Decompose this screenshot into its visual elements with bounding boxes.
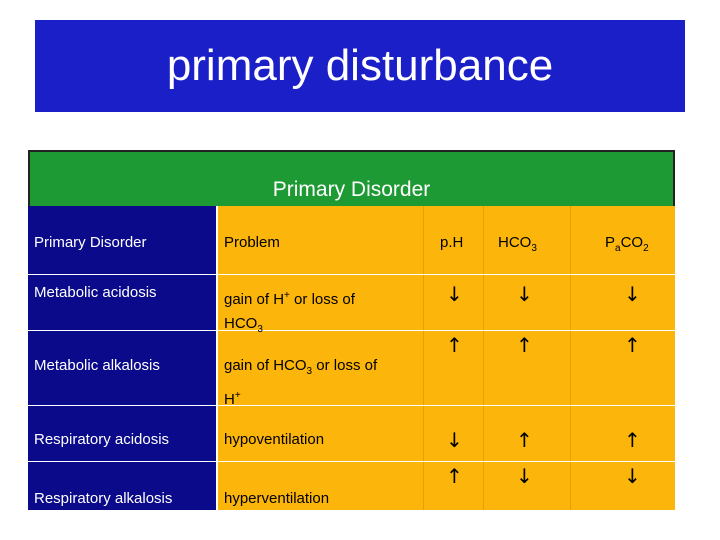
title-banner <box>35 20 685 112</box>
row-paco2-arrow: ↓ <box>624 282 641 306</box>
grid-line <box>216 206 218 510</box>
row-ph-arrow: ↑ <box>446 333 463 357</box>
header-ph: p.H <box>440 234 464 251</box>
row-disorder: Metabolic acidosis <box>34 284 157 301</box>
row-hco3-arrow: ↑ <box>516 428 533 452</box>
header-hco3: $HCO_3$ <box>498 234 537 254</box>
row-problem: gain of H+ or loss of $HCO_3$ <box>224 290 355 335</box>
row-hco3-arrow: ↑ <box>516 333 533 357</box>
row-disorder: Respiratory acidosis <box>34 431 170 448</box>
row-paco2-arrow: ↓ <box>624 464 641 488</box>
table-caption-bar <box>28 150 675 206</box>
page-title: primary disturbance <box>166 41 554 90</box>
row-paco2-arrow: ↑ <box>624 333 641 357</box>
row-disorder: Respiratory alkalosis <box>34 490 173 507</box>
row-ph-arrow: ↓ <box>446 428 463 452</box>
row-ph-arrow: ↑ <box>446 464 463 488</box>
header-problem: Problem <box>224 234 280 251</box>
grid-line <box>423 206 424 510</box>
row-disorder: Metabolic alkalosis <box>34 357 160 374</box>
grid-line <box>570 206 571 510</box>
grid-line <box>28 274 675 275</box>
grid-line <box>483 206 484 510</box>
row-hco3-arrow: ↓ <box>516 464 533 488</box>
row-ph-arrow: ↓ <box>446 282 463 306</box>
header-paco2: $P_aCO_2$ <box>605 234 649 254</box>
table-caption: Primary Disorder <box>272 178 431 201</box>
row-problem: hypoventilation <box>224 431 325 448</box>
row-problem: hyperventilation <box>224 490 330 507</box>
row-hco3-arrow: ↓ <box>516 282 533 306</box>
disorder-table <box>28 150 675 510</box>
row-paco2-arrow: ↑ <box>624 428 641 452</box>
header-disorder: Primary Disorder <box>34 234 147 251</box>
grid-line <box>28 461 675 462</box>
row-problem: gain of $HCO_3$ or loss of H+ <box>224 357 378 408</box>
